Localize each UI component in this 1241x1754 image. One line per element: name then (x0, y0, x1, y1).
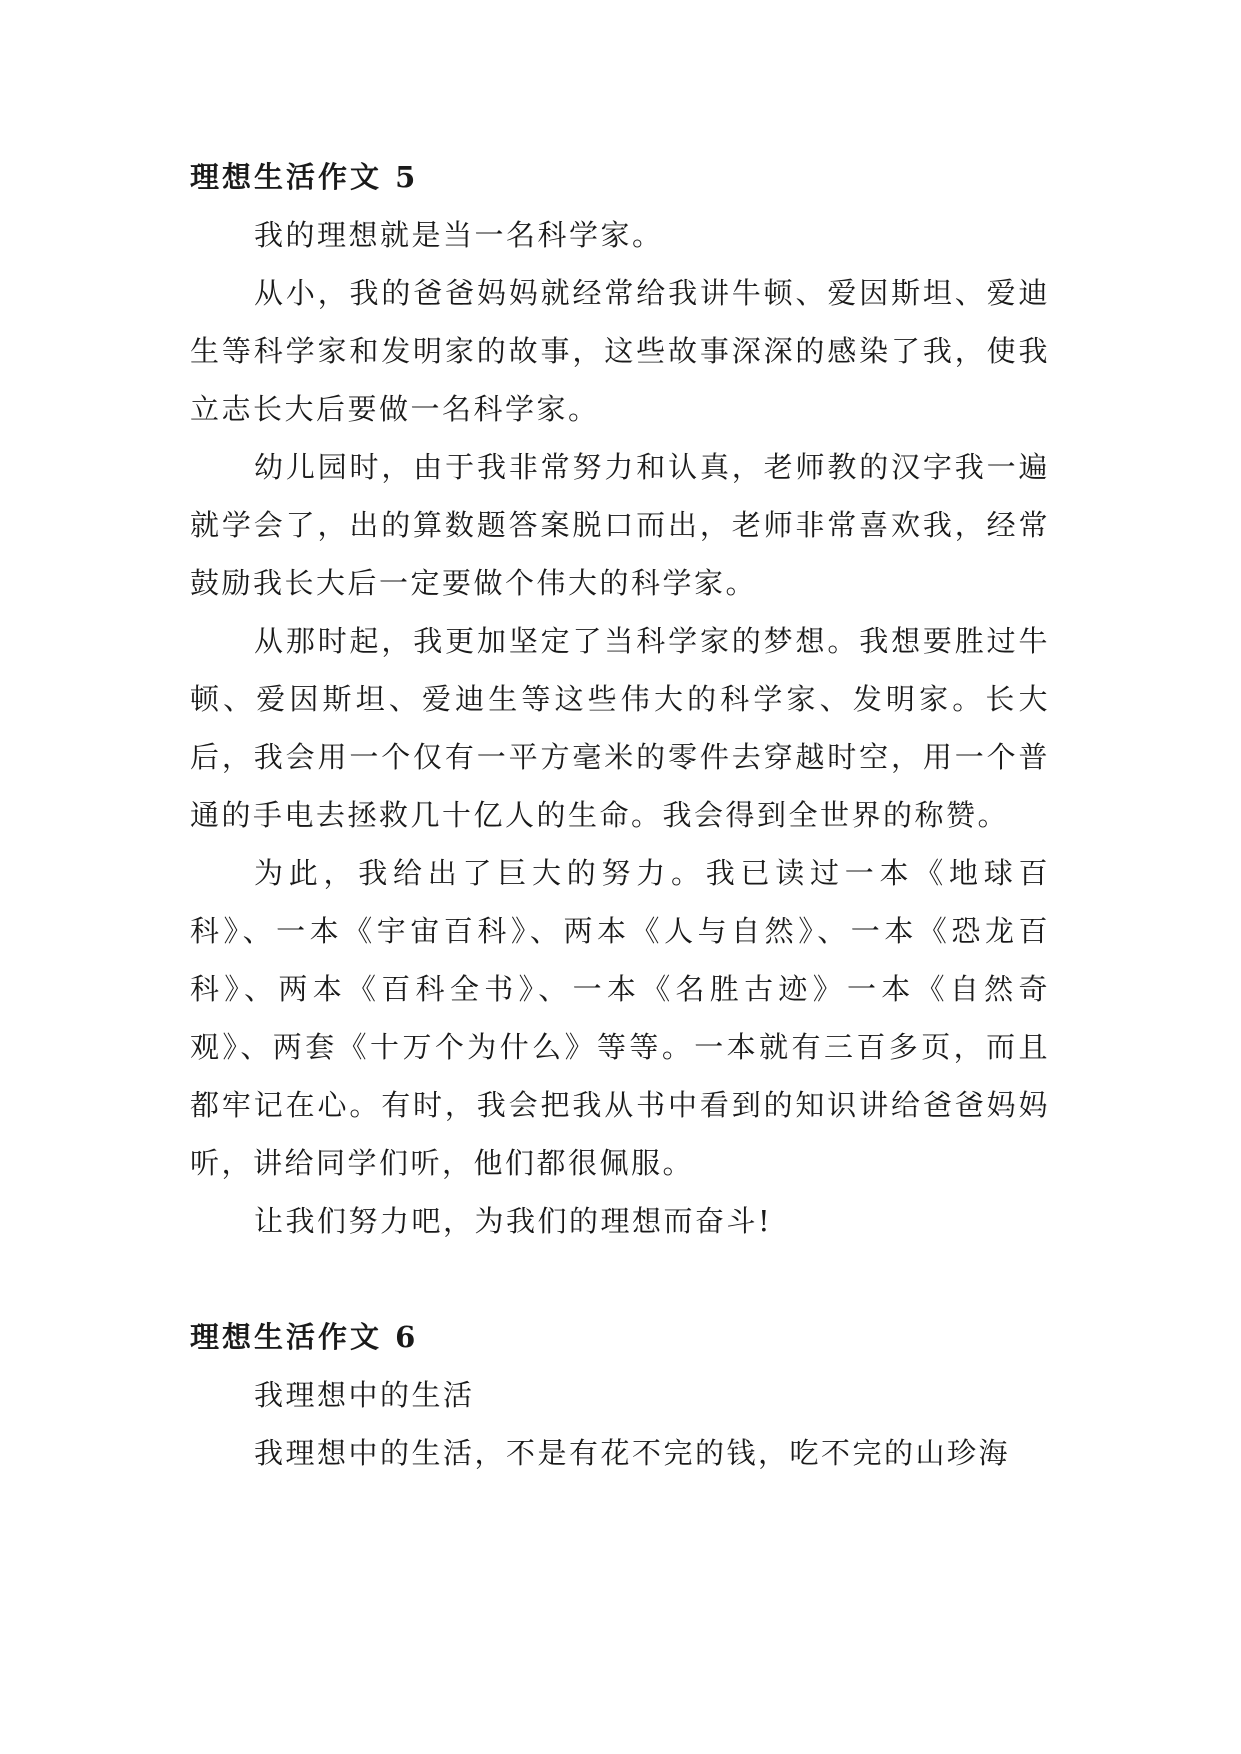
essay-6-paragraph: 我理想中的生活，不是有花不完的钱，吃不完的山珍海 (254, 1436, 1011, 1470)
essay-5-paragraph: 让我们努力吧，为我们的理想而奋斗! (254, 1204, 773, 1238)
essay-6-paragraph: 我理想中的生活 (254, 1378, 475, 1412)
essay-5-paragraph: 从那时起，我更加坚定了当科学家的梦想。我想要胜过牛顿、爱因斯坦、爱迪生等这些伟大的科学家、发明家。长大后，我会用一个仅有一平方毫米的零件去穿越时空，用一个普通的手电去拯救几十亿人的生命。我会得到全世界的称赞。 (190, 624, 1050, 832)
essay-5-paragraph: 从小，我的爸爸妈妈就经常给我讲牛顿、爱因斯坦、爱迪生等科学家和发明家的故事，这些故事深深的感染了我，使我立志长大后要做一名科学家。 (190, 276, 1050, 426)
document-page (190, 148, 1050, 1482)
essay-5-paragraph: 幼儿园时，由于我非常努力和认真，老师教的汉字我一遍就学会了，出的算数题答案脱口而出，老师非常喜欢我，经常鼓励我长大后一定要做个伟大的科学家。 (190, 450, 1050, 600)
section-gap (190, 1250, 1050, 1308)
essay-5-heading: 理想生活作文 5 (190, 160, 419, 194)
essay-5-paragraph: 为此，我给出了巨大的努力。我已读过一本《地球百科》、一本《宇宙百科》、两本《人与自然》、一本《恐龙百科》、两本《百科全书》、一本《名胜古迹》一本《自然奇观》、两套《十万个为什么》等等。一本就有三百多页，而且都牢记在心。有时，我会把我从书中看到的知识讲给爸爸妈妈听，讲给同学们听，他们都很佩服。 (190, 856, 1050, 1180)
essay-5-paragraph: 我的理想就是当一名科学家。 (254, 218, 664, 252)
essay-6-heading: 理想生活作文 6 (190, 1320, 419, 1354)
